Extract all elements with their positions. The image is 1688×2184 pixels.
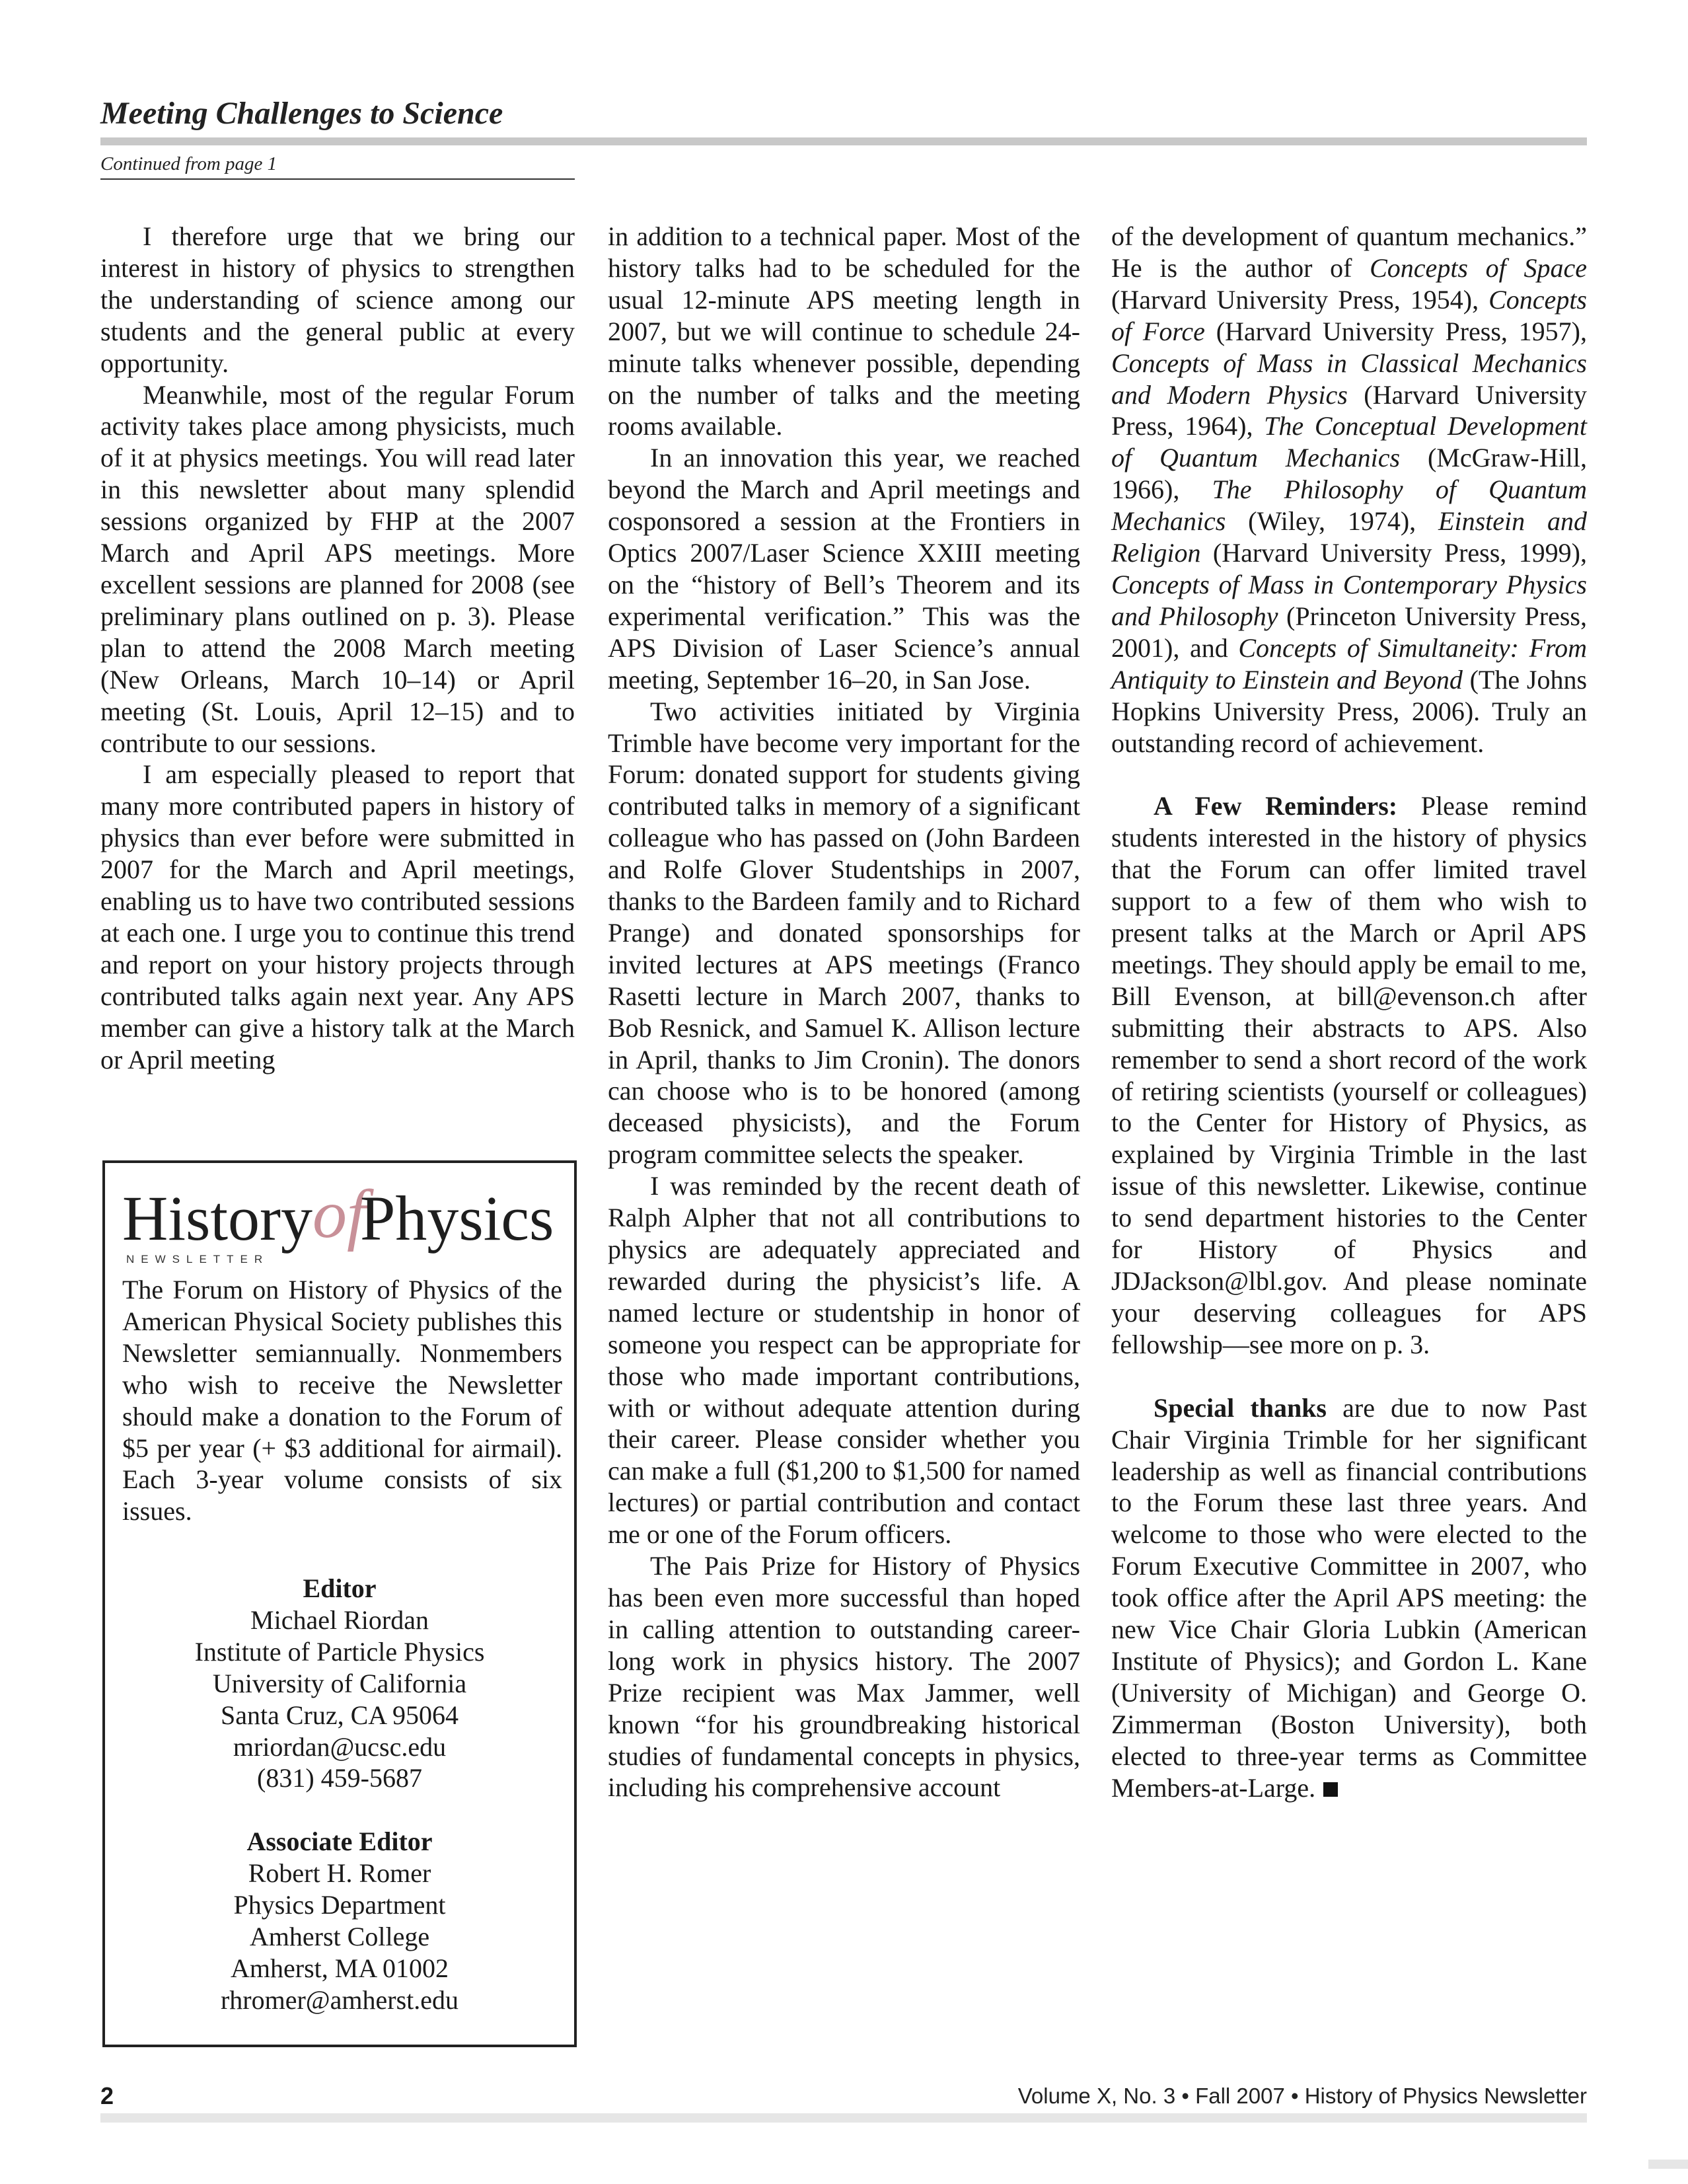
jammer-paragraph: of the development of quantum mechanics.” He is the author of Concepts of Space (Harvard University Press, 1954), Concepts of Force (Harvard University Press, 1957), Concepts of Mass in Classical Mechanics and Modern Physics (Harvard University Press, 1964), The Conceptual Development of Quantum Mechanics (McGraw-Hill, 1966), The Philosophy of Quantum Mechanics (Wiley, 1974), Einstein and Religion (Harvard University Press, 1999), Concepts of Mass in Contemporary Physics and Philosophy (Princeton University Press, 2001), and Concepts of Simultaneity: From Antiquity to Einstein and Beyond (The Johns Hopkins University Press, 2006). Truly an outstanding record of achievement. [1111,221,1588,758]
book-title: Concepts of Force [1111,284,1587,346]
page-number: 2 [100,2082,114,2109]
thanks-label: Special thanks [1154,1392,1327,1423]
editor-phone: (831) 459-5687 [257,1763,422,1793]
newsletter-logo [122,1176,565,1274]
book-title: The Philosophy of Quantum Mechanics [1111,474,1587,537]
book-title: The Conceptual Development of Quantum Mechanics [1111,411,1587,473]
paragraph: I was reminded by the recent death of Ralph Alpher that not all contributions to physics are adequately appreciated and rewarded during the physicist’s life. A named lecture or studentship in honor of someone you respect can be appropriate for those who made important contributions, with or without adequate attention during their career. Please consider whether you can make a full ($1,200 to $1,500 for named lectures) or partial contribution and contact me or one of the Forum officers. [608,1171,1080,1550]
associate-editor-heading: Associate Editor [246,1826,433,1857]
end-mark-icon [1323,1782,1338,1797]
spacer [105,1794,574,1826]
associate-editor-email: rhromer@amherst.edu [220,1984,459,2015]
corner-mark [1648,2160,1688,2169]
associate-editor-line: Robert H. Romer [248,1858,431,1889]
reminders-paragraph: A Few Reminders: Please remind students interested in the history of physics that the Forum can offer limited travel support to a few of them who wish to present talks at the March or April APS meetings. They should apply be email to me, Bill Evenson, at bill@evenson.ch after submitting their abstracts to APS. Also remember to send a short record of the work of retiring scientists (yourself or colleagues) to the Center for History of Physics, as explained by Virginia Trimble in the last issue of this newsletter. Likewise, continue to send department histories to the Center for History of Physics and JDJackson@lbl.gov. And please nominate your deserving colleagues for APS fellowship—see more on p. 3. [1111,791,1587,1359]
paragraph: Two activities initiated by Virginia Trimble have become very important for the Forum: donated support for students giving contributed talks in memory of a significant colleague who has passed on (John Bardeen and Rolfe Glover Studentships in 2007, thanks to the Bardeen family and to Richard Prange) and donated sponsorships for invited lectures at APS meetings (Franco Rasetti lecture in March 2007, thanks to Bob Resnick, and Samuel K. Allison lecture in April, thanks to Jim Cronin). The donors can choose who is to be honored (among deceased physicists), and the Forum program committee selects the speaker. [608,696,1080,1170]
editor-line: Santa Cruz, CA 95064 [221,1700,459,1730]
associate-editor-line: Physics Department [233,1890,446,1920]
editor-line: University of California [212,1668,467,1698]
logo-of: of [312,1176,366,1252]
paragraph: In an innovation this year, we reached beyond the March and April meetings and cosponsored a session at the Frontiers in Optics 2007/Laser Science XXIII meeting on the “history of Bell’s Theorem and its experimental verification.” This was the APS Division of Laser Science’s annual meeting, September 16–20, in San Jose. [608,443,1080,695]
column-1 [100,221,575,1075]
book-title: Concepts of Space [1370,252,1587,283]
issue-info: Volume X, No. 3 • Fall 2007 • History of Physics Newsletter [1017,2084,1587,2108]
header-rule [100,137,1587,145]
reminders-label: A Few Reminders: [1154,791,1398,821]
paragraph: Meanwhile, most of the regular Forum activity takes place among physicists, much of it at physics meetings. You will read later in this newsletter about many splendid sessions organized by FHP at the 2007 March and April APS meetings. More excellent sessions are planned for 2008 (see preliminary plans outlined on p. 3). Please plan to attend the 2008 March meeting (New Orleans, March 10–14) or April meeting (St. Louis, April 12–15) and to contribute to our sessions. [100,379,575,758]
page-footer [100,2080,1587,2112]
running-header [100,94,1587,133]
editor-line: Michael Riordan [250,1604,429,1635]
newsletter-info-box [102,1160,577,2047]
column-2 [608,221,1080,1803]
spacer [1111,759,1587,790]
footer-rule [100,2113,1587,2123]
spacer [1111,1361,1587,1392]
continued-note: Continued from page 1 [100,152,575,180]
paragraph: The Pais Prize for History of Physics has been even more successful than hoped in calling attention to outstanding career-long work in physics history. The 2007 Prize recipient was Max Jammer, well known “for his groundbreaking historical studies of fundamental concepts in physics, including his comprehensive account [608,1551,1080,1803]
editor-heading: Editor [303,1573,377,1603]
editor-credits [105,1573,574,2016]
paragraph: I am especially pleased to report that many more contributed papers in history of physics than ever before were submitted in 2007 for the March and April meetings, enabling us to have two contributed sessions at each one. I urge you to continue this trend and report on your history projects through contributed talks again next year. Any APS member can give a history talk at the March or April meeting [100,759,575,1074]
box-description: The Forum on History of Physics of the American Physical Society publishes this Newsletter semiannually. Nonmembers who wish to receive the Newsletter should make a donation to the Forum of $5 per year (+ $3 additional for airmail). Each 3-year volume consists of six issues. [122,1275,562,1526]
logo-history: History [122,1183,312,1254]
associate-editor-line: Amherst, MA 01002 [231,1953,449,1983]
header-title: Meeting Challenges to Science [100,96,503,131]
logo-newsletter: NEWSLETTER [126,1253,270,1265]
editor-email: mriordan@ucsc.edu [233,1731,447,1762]
paragraph: in addition to a technical paper. Most of the history talks had to be scheduled for the usual 12-minute APS meeting length in 2007, but we will continue to schedule 24-minute talks whenever possible, depending on the number of talks and the meeting rooms available. [608,221,1080,441]
book-title: Concepts of Simultaneity: From Antiquity to Einstein and Beyond [1111,632,1587,695]
paragraph: I therefore urge that we bring our interest in history of physics to strengthen the understanding of science among our students and the general public at every opportunity. [100,221,575,378]
thanks-paragraph: Special thanks are due to now Past Chair Virginia Trimble for her significant leadership as well as financial contributions to the Forum these last three years. And welcome to those who were elected to the Forum Executive Committee in 2007, who took office after the April APS meeting: the new Vice Chair Gloria Lubkin (American Institute of Physics); and Gordon L. Kane (University of Michigan) and George O. Zimmerman (Boston University), both elected to three-year terms as Committee Members-at-Large. [1111,1392,1587,1803]
book-title: Concepts of Mass in Contemporary Physics and Philosophy [1111,569,1587,631]
book-title: Einstein and Religion [1111,506,1587,568]
logo-physics: Physics [360,1183,554,1254]
column-3 [1111,221,1587,1804]
book-title: Concepts of Mass in Classical Mechanics and Modern Physics [1111,348,1587,410]
editor-line: Institute of Particle Physics [194,1636,485,1667]
associate-editor-line: Amherst College [249,1922,430,1952]
